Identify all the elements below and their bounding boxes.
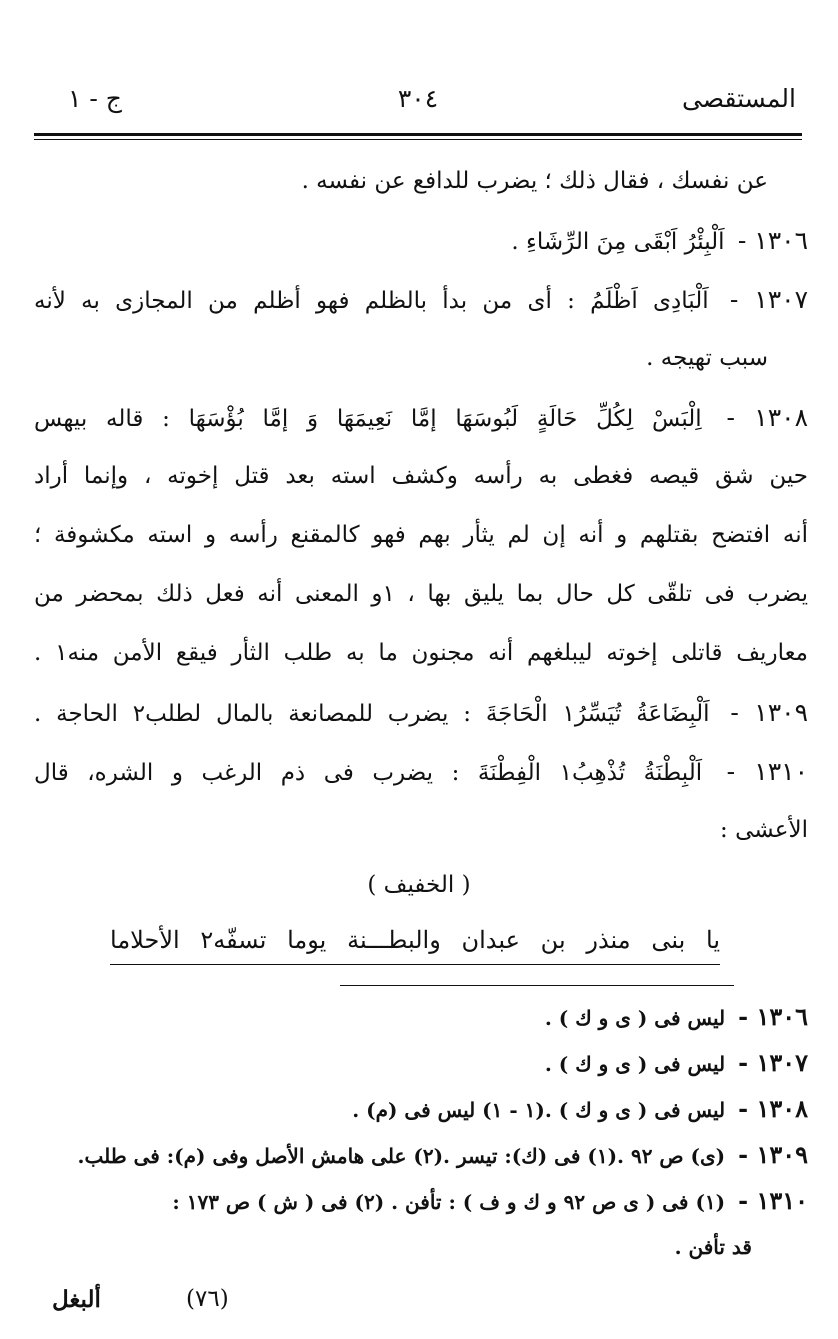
footnote <box>30 1086 808 1132</box>
text-line <box>34 447 808 506</box>
page-footer <box>40 1286 798 1322</box>
footnote-text: ليس فى ( ى و ك ) .(١ - ١) ليس فى (م) . <box>352 1098 726 1122</box>
entry-number: ١٣٠٧ - <box>729 285 808 314</box>
footnote-text: ليس فى ( ى و ك ) . <box>544 1052 726 1076</box>
text-line <box>34 388 808 447</box>
signature-mark: (٧٦) <box>186 1286 229 1312</box>
entry-number: ١٣٠٩ - <box>730 698 808 727</box>
page-number: ٣٠٤ <box>397 84 439 113</box>
main-text <box>34 152 808 860</box>
line-text: اَلْبِطْنَةُ تُذْهِبُ١ الْفِطْنَةَ : يضرب فى ذم الرغب و الشره، قال <box>34 760 703 786</box>
footnote-text: ليس فى ( ى و ك ) . <box>544 1006 726 1030</box>
text-line <box>34 270 808 329</box>
text-line <box>34 152 808 211</box>
text-line <box>34 624 808 683</box>
footnote-text: (١) فى ( ى ص ٩٢ و ك و ف ) : تأفن . (٢) فى ( ش ) ص ١٧٣ : <box>172 1190 726 1214</box>
line-text: الأعشى : <box>720 817 808 843</box>
text-line <box>34 211 808 270</box>
poetic-meter: ( الخفيف ) <box>367 872 471 898</box>
footnote <box>30 994 808 1040</box>
line-text: حين شق قيصه فغطى به رأسه وكشف استه بعد قتل إخوته ، وإنما أراد <box>34 463 808 489</box>
text-line <box>34 506 808 565</box>
footnote-number: ١٣٠٨ - <box>738 1094 808 1123</box>
catchword: ألبغل <box>52 1286 101 1313</box>
line-text: اَلْبِئْرُ اَبْقَى مِنَ الرِّشَاءِ . <box>511 229 725 255</box>
footnote-continuation: قد تأفن . <box>674 1235 752 1259</box>
line-text: عن نفسك ، فقال ذلك ؛ يضرب للدافع عن نفسه . <box>301 168 768 194</box>
line-text: معاريف قاتلى إخوته ليبلغهم أنه مجنون ما به طلب الثأر فيقع الأمن منه١ . <box>34 640 808 666</box>
book-title: المستقصى <box>681 84 796 113</box>
line-text: اَلْبَادِى اَظْلَمُ : أى من بدأ بالظلم فهو أظلم من المجازى به لأنه <box>34 288 709 314</box>
line-text: اَلْبِضَاعَةُ تُيَسِّرُ١ الْحَاجَةَ : يضرب للمصانعة بالمال لطلب٢ الحاجة . <box>34 701 710 727</box>
footnote <box>30 1132 808 1178</box>
header-rule-thin <box>34 139 802 140</box>
text-line <box>34 742 808 801</box>
verse-line: يا بنى منذر بن عبدان والبطـــنة يوما تسفّه٢ الأحلاما <box>110 926 720 965</box>
text-line <box>34 683 808 742</box>
entry-number: ١٣٠٦ - <box>737 226 808 255</box>
entry-number: ١٣١٠ - <box>726 757 808 786</box>
line-text: اِلْبَسْ لِكُلِّ حَالَةٍ لَبُوسَهَا إمَّا نَعِيمَهَا وَ إمَّا بُؤْسَهَا : قاله بيهس <box>34 406 702 432</box>
header-rule-thick <box>34 133 802 136</box>
footnote-separator <box>340 985 734 986</box>
running-header <box>40 84 796 124</box>
line-text: سبب تهيجه . <box>646 345 768 371</box>
footnote <box>30 1040 808 1086</box>
footnote <box>30 1178 808 1224</box>
line-text: أنه افتضح بقتلهم و أنه إن لم يثأر بهم فهو كالمقنع رأسه و استه مكشوفة ؛ <box>34 522 808 548</box>
footnote-number: ١٣٠٧ - <box>738 1048 808 1077</box>
line-text: يضرب فى تلقّى كل حال بما يليق بها ، ١و المعنى أنه فعل ذلك بمحضر من <box>34 581 808 607</box>
text-line <box>34 801 808 860</box>
footnote-number: ١٣٠٩ - <box>738 1140 808 1169</box>
footnote-text: (ى) ص ٩٢ .(١) فى (ك): تيسر .(٢) على هامش الأصل وفى (م): فى طلب. <box>77 1144 726 1168</box>
footnote-number: ١٣١٠ - <box>738 1186 808 1215</box>
text-line <box>34 565 808 624</box>
footnote-number: ١٣٠٦ - <box>738 1002 808 1031</box>
entry-number: ١٣٠٨ - <box>726 403 808 432</box>
footnotes <box>30 994 808 1270</box>
text-line <box>34 329 808 388</box>
volume-label: ج - ١ <box>68 84 122 113</box>
